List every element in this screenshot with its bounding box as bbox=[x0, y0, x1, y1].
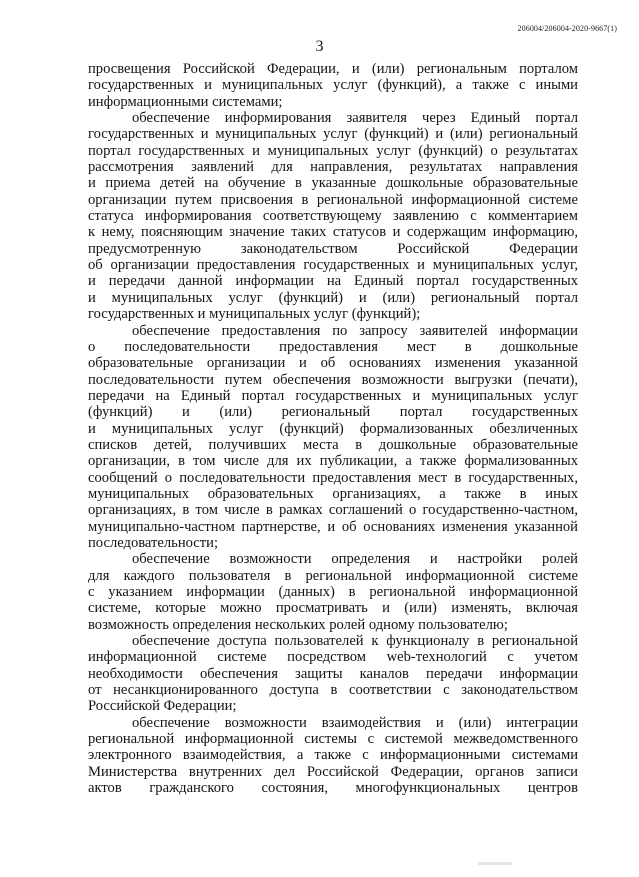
text-line: электронного взаимодействия, а также с информационными системами bbox=[88, 747, 578, 764]
text-line: информационной системе посредством web-технологий с учетом bbox=[88, 649, 578, 666]
text-line: необходимости обеспечения защиты каналов передачи информации bbox=[88, 665, 578, 682]
text-line: предусмотренную законодательством Российской Федерации bbox=[88, 240, 578, 257]
text-line: для каждого пользователя в региональной информационной системе bbox=[88, 567, 578, 584]
text-line: портал государственных и муниципальных услуг (функций) о результатах bbox=[88, 142, 578, 159]
text-line: обеспечение возможности определения и настройки ролей bbox=[132, 551, 578, 568]
text-line: муниципальных образовательных организациях, а также в иных bbox=[88, 485, 578, 502]
text-line: списков детей, получивших места в дошкольные образовательные bbox=[88, 436, 578, 453]
text-line: государственных и муниципальных услуг (функций), а также с иными bbox=[88, 77, 578, 94]
text-line: государственных и муниципальных услуг (функций); bbox=[88, 306, 421, 323]
text-line: организациях, в том числе в рамках соглашений о государственно-частном, bbox=[88, 502, 578, 519]
text-line: возможность определения нескольких ролей одному пользователю; bbox=[88, 616, 508, 633]
text-line: сообщений о последовательности предоставления мест в государственных, bbox=[88, 469, 578, 486]
text-line: системе, которые можно просматривать и (или) изменять, включая bbox=[88, 600, 578, 617]
text-line: к нему, поясняющим значение таких статусов и содержащим информацию, bbox=[88, 224, 578, 241]
text-line: Министерства внутренних дел Российской Федерации, органов записи bbox=[88, 763, 578, 780]
text-line: актов гражданского состояния, многофункциональных центров bbox=[88, 780, 578, 797]
text-line: государственных и муниципальных услуг (функций) и (или) региональный bbox=[88, 126, 578, 143]
text-line: последовательности путем обеспечения возможности выгрузки (печати), bbox=[88, 371, 578, 388]
text-line: о последовательности предоставления мест в дошкольные bbox=[88, 338, 578, 355]
text-line: с указанием информации (данных) в региональной информационной bbox=[88, 584, 578, 600]
text-line: и приема детей на обучение в указанные дошкольные образовательные bbox=[88, 175, 578, 192]
text-line: просвещения Российской Федерации, и (или) региональным порталом bbox=[88, 61, 578, 77]
text-line: обеспечение предоставления по запросу заявителей информации bbox=[132, 322, 578, 339]
text-line: (функций) и (или) региональный портал государственных bbox=[88, 404, 578, 421]
text-line: последовательности; bbox=[88, 534, 219, 551]
text-line: обеспечение информирования заявителя через Единый портал bbox=[132, 110, 578, 127]
scan-artifact bbox=[478, 862, 512, 865]
text-line: организации, в том числе для их публикации, а также формализованных bbox=[88, 453, 578, 470]
text-line: и передачи данной информации на Единый портал государственных bbox=[88, 273, 578, 290]
body-text bbox=[88, 61, 578, 796]
text-line: статуса информирования соответствующему заявлению с комментарием bbox=[88, 208, 578, 225]
text-line: образовательные организации и об основаниях изменения указанной bbox=[88, 355, 578, 372]
text-line: об организации предоставления государственных и муниципальных услуг, bbox=[88, 257, 578, 274]
text-line: информационными системами; bbox=[88, 93, 283, 110]
text-line: региональной информационной системы с системой межведомственного bbox=[88, 731, 578, 748]
text-line: передачи на Единый портал государственных и муниципальных услуг bbox=[88, 387, 578, 404]
text-line: Российской Федерации; bbox=[88, 698, 237, 715]
text-line: и муниципальных услуг (функций) и (или) региональный портал bbox=[88, 289, 578, 306]
page-number: 3 bbox=[315, 38, 324, 55]
document-id: 206004/206004-2020-9667(1) bbox=[517, 24, 617, 33]
text-line: муниципально-частном партнерстве, и об основаниях изменения указанной bbox=[88, 518, 578, 535]
text-line: обеспечение возможности взаимодействия и (или) интеграции bbox=[132, 714, 578, 731]
text-line: обеспечение доступа пользователей к функционалу в региональной bbox=[132, 633, 578, 650]
text-line: и муниципальных услуг (функций) формализованных обезличенных bbox=[88, 420, 578, 437]
text-line: организации путем присвоения в региональной информационной системе bbox=[88, 191, 578, 208]
text-line: рассмотрения заявлений для направления, результатах направления bbox=[88, 159, 578, 176]
text-line: от несанкционированного доступа в соответствии с законодательством bbox=[88, 682, 578, 699]
